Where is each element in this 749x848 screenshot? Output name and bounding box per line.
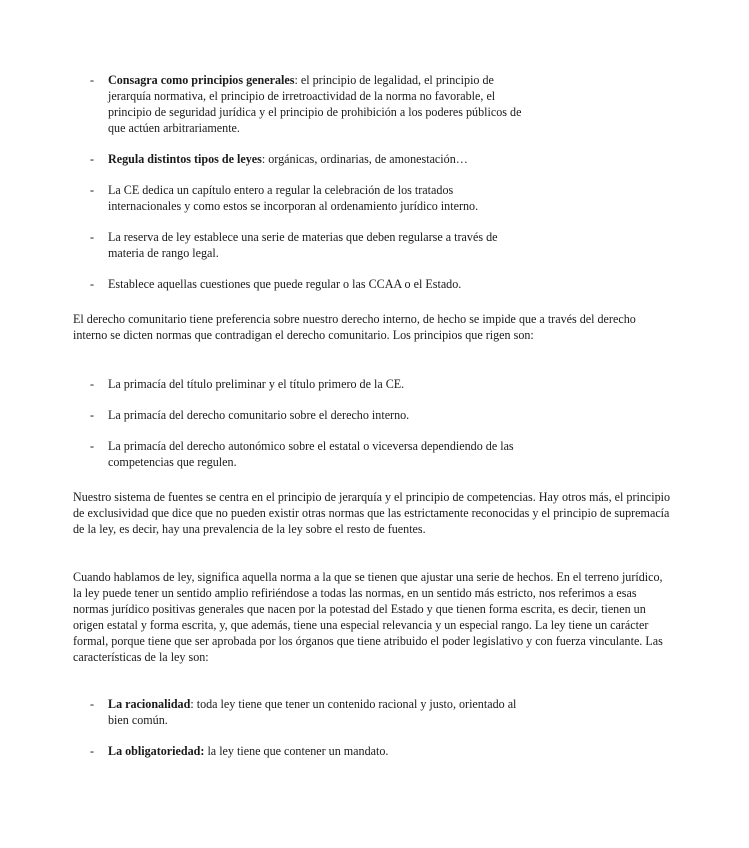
bullet-dash: - xyxy=(90,183,95,197)
paragraph-community-law: El derecho comunitario tiene preferencia sobre nuestro derecho interno, de hecho se impide que a través del derecho interno se dicten normas que contradigan el derecho comunitario. Los principios que rigen son: xyxy=(73,312,636,342)
bullet-dash: - xyxy=(90,230,95,244)
list-item xyxy=(0,743,600,759)
list-item xyxy=(0,182,600,214)
item-text: la ley tiene que contener un mandato. xyxy=(204,744,389,758)
principles-list xyxy=(0,72,600,292)
list-item xyxy=(0,276,600,292)
item-text: : el principio de legalidad, el principio de jerarquía normativa, el principio de irretroactividad de la norma no favorable, el principio de seguridad jurídica y el principio de prohibición a los poderes públicos de que actúen arbitrariamente. xyxy=(108,73,522,135)
item-text: La primacía del derecho autonómico sobre el estatal o viceversa dependiendo de las competencias que regulen. xyxy=(108,439,514,469)
bullet-dash: - xyxy=(90,408,95,422)
bullet-dash: - xyxy=(90,439,95,453)
list-item xyxy=(0,229,600,261)
bullet-dash: - xyxy=(90,73,95,87)
item-bold-lead: La racionalidad xyxy=(108,697,191,711)
list-item xyxy=(0,151,600,167)
item-text: : orgánicas, ordinarias, de amonestación… xyxy=(261,152,468,166)
primacy-list xyxy=(0,376,600,485)
bullet-dash: - xyxy=(90,697,95,711)
item-text: La primacía del derecho comunitario sobre el derecho interno. xyxy=(108,408,410,422)
bullet-dash: - xyxy=(90,277,95,291)
item-text: : toda ley tiene que tener un contenido racional y justo, orientado al bien común. xyxy=(108,697,517,727)
item-text: La CE dedica un capítulo entero a regular la celebración de los tratados internacionales y como estos se incorporan al ordenamiento jurídico interno. xyxy=(108,183,479,213)
item-bold-lead: La obligatoriedad: xyxy=(108,744,205,758)
list-item xyxy=(0,376,600,392)
list-item xyxy=(0,696,600,728)
law-characteristics-list xyxy=(0,696,600,774)
item-bold-lead: Regula distintos tipos de leyes xyxy=(108,152,262,166)
paragraph-sources-system: Nuestro sistema de fuentes se centra en el principio de jerarquía y el principio de competencias. Hay otros más, el principio de exclusividad que dice que no pueden existir otras normas que las estrictamente reconocidas y el principio de supremacía de la ley, es decir, hay una prevalencia de la ley sobre el resto de fuentes. xyxy=(73,490,671,536)
list-item xyxy=(0,72,600,136)
item-text: Establece aquellas cuestiones que puede regular o las CCAA o el Estado. xyxy=(108,277,462,291)
bullet-dash: - xyxy=(90,377,95,391)
item-bold-lead: Consagra como principios generales xyxy=(108,73,295,87)
bullet-dash: - xyxy=(90,152,95,166)
list-item xyxy=(0,407,600,423)
paragraph-law-definition: Cuando hablamos de ley, significa aquella norma a la que se tienen que ajustar una serie de hechos. En el terreno jurídico, la ley puede tener un sentido amplio refiriéndose a todas las normas, en un sentido más estricto, nos referimos a esas normas jurídico positivas generales que nacen por la potestad del Estado y que tienen forma escrita, es decir, tienen un origen estatal y forma escrita, y, que además, tiene una especial relevancia y un especial rango. La ley tiene un carácter formal, porque tiene que ser aprobada por los órganos que tiene atribuido el poder legislativo y con fuerza vinculante. Las características de la ley son: xyxy=(73,570,663,664)
item-text: La primacía del título preliminar y el título primero de la CE. xyxy=(108,377,405,391)
list-item xyxy=(0,438,600,470)
bullet-dash: - xyxy=(90,744,95,758)
item-text: La reserva de ley establece una serie de materias que deben regularse a través de materia de rango legal. xyxy=(108,230,498,260)
